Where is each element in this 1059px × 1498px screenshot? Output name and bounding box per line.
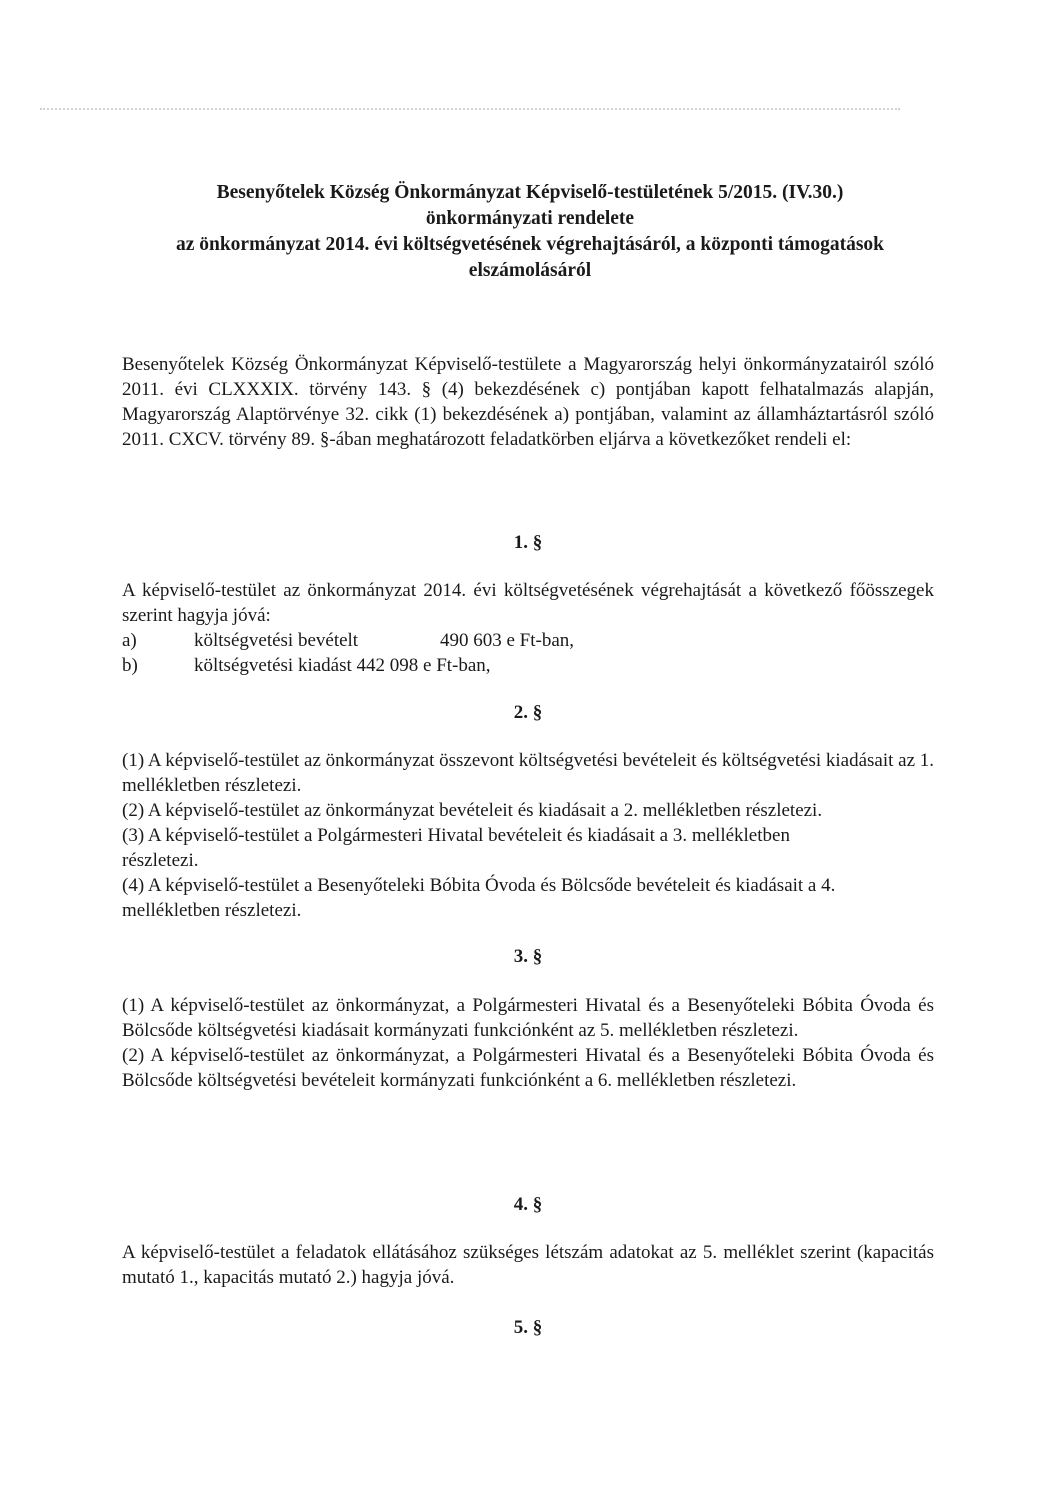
scan-artifact-dots	[40, 108, 900, 122]
section-2-para-2: (2) A képviselő-testület az önkormányzat bevételeit és kiadásait a 2. mellékletben részletezi.	[122, 800, 823, 821]
document-title	[120, 180, 940, 284]
section-4-heading: 4. §	[513, 1194, 543, 1215]
section-2-para-4a: (4) A képviselő-testület a Besenyőteleki Bóbita Óvoda és Bölcsőde bevételeit és kiadásait a 4.	[122, 875, 836, 896]
section-5-heading: 5. §	[513, 1317, 543, 1338]
section-2-para-1: (1) A képviselő-testület az önkormányzat összevont költségvetési bevételeit és költségvetési kiadásait az 1. mellékletben részletezi.	[122, 750, 935, 796]
section-2-para-4b: mellékletben részletezi.	[122, 900, 302, 921]
section-2-heading: 2. §	[513, 702, 543, 723]
section-1-heading: 1. §	[513, 532, 543, 553]
section-1-intro: A képviselő-testület az önkormányzat 2014. évi költségvetésének végrehajtását a következő főösszegek szerint hagyja jóvá:	[122, 580, 934, 626]
list-item-b	[122, 653, 934, 678]
list-text: költségvetési kiadást 442 098 e Ft-ban,	[194, 655, 491, 676]
list-amount: 490 603 e Ft-ban,	[440, 630, 575, 651]
title-line-2: önkormányzati rendelete	[425, 208, 635, 229]
section-2-body	[122, 748, 934, 923]
preamble-paragraph: Besenyőtelek Község Önkormányzat Képviselő-testülete a Magyarország helyi önkormányzatairól szóló 2011. évi CLXXXIX. törvény 143. § (4) bekezdésének c) pontjában kapott felhatalmazás alapján, Magyarország Alaptörvénye 32. cikk (1) bekezdésének a) pontjában, valamint az államháztartásról szóló 2011. CXCV. törvény 89. §-ában meghatározott feladatkörben eljárva a következőket rendeli el:	[122, 354, 934, 450]
section-2-para-3a: (3) A képviselő-testület a Polgármesteri Hivatal bevételeit és kiadásait a 3. mellékletben	[122, 825, 790, 846]
section-4-para-1: A képviselő-testület a feladatok ellátásához szükséges létszám adatokat az 5. melléklet szerint (kapacitás mutató 1., kapacitás mutató 2.) hagyja jóvá.	[122, 1242, 934, 1288]
list-marker: b)	[122, 655, 138, 676]
section-3-para-2: (2) A képviselő-testület az önkormányzat, a Polgármesteri Hivatal és a Besenyőteleki Bóbita Óvoda és Bölcsőde költségvetési bevételeit kormányzati funkciónként a 6. mellékletben részletezi.	[122, 1045, 934, 1091]
list-text: költségvetési bevételt	[194, 630, 359, 651]
list-item-a	[122, 628, 934, 653]
section-3-heading: 3. §	[513, 946, 543, 967]
section-1-body	[122, 578, 934, 678]
section-3-para-1: (1) A képviselő-testület az önkormányzat, a Polgármesteri Hivatal és a Besenyőteleki Bóbita Óvoda és Bölcsőde költségvetési kiadásait kormányzati funkciónként az 5. mellékletben részletezi.	[122, 995, 934, 1041]
section-4-body	[122, 1240, 934, 1290]
section-3-body	[122, 993, 934, 1093]
title-line-1: Besenyőtelek Község Önkormányzat Képviselő-testületének 5/2015. (IV.30.)	[216, 182, 844, 203]
section-2-para-3b: részletezi.	[122, 850, 199, 871]
list-marker: a)	[122, 630, 137, 651]
title-line-3: az önkormányzat 2014. évi költségvetésének végrehajtásáról, a központi támogatások	[175, 234, 885, 255]
title-line-4: elszámolásáról	[468, 260, 592, 281]
